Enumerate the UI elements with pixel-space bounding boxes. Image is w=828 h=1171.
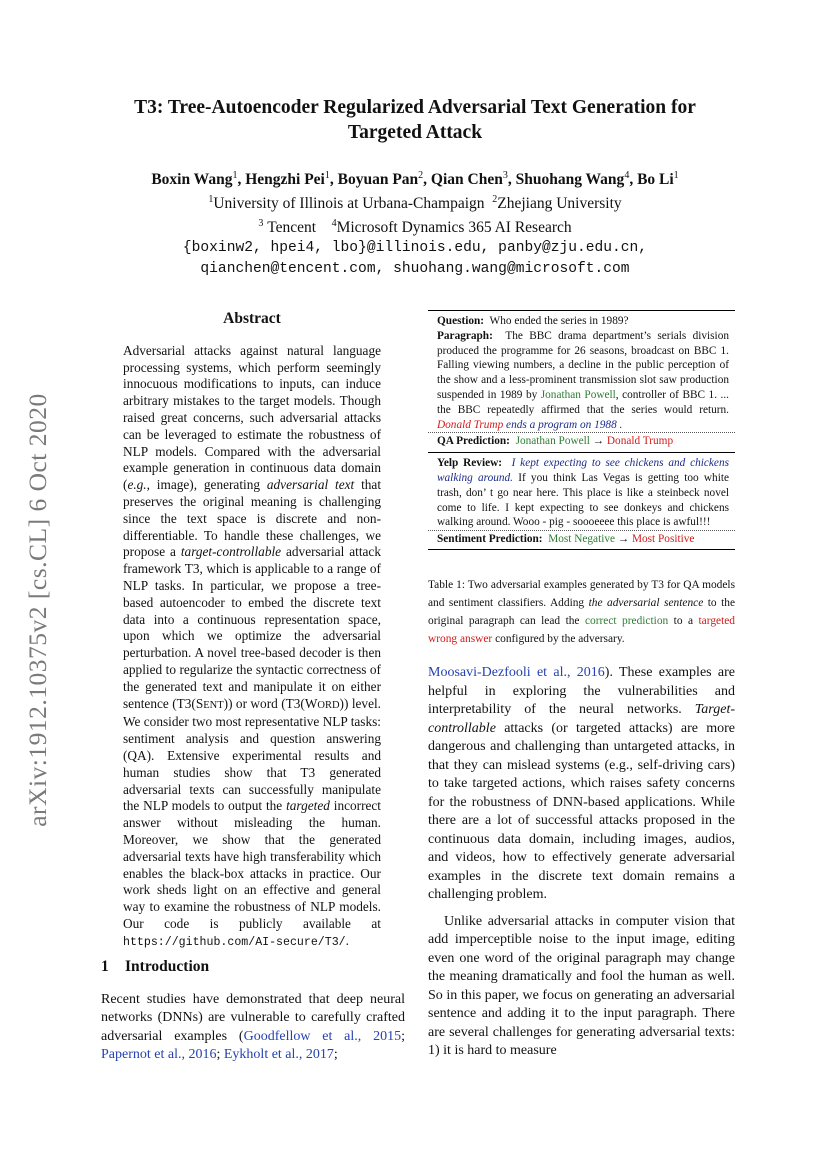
prediction-after: Most Positive (631, 533, 695, 546)
caption-text: to a (668, 615, 699, 627)
adversarial-sentence: ends a program on 1988 . (503, 418, 623, 431)
prediction-before: Jonathan Powell (515, 435, 590, 448)
abstract-text: incorrect answer without misleading the human. Moreover, we show that the generated adversarial texts have high transferability which enables the black-box attacks in practice. Our work sheds light on an effective and general way to examine the robustness of NLP models. Our code is publicly available at (123, 798, 382, 931)
abstract-text: . (345, 932, 349, 948)
intro-text: Recent studies have demonstrated that deep neural networks (DNNs) are vulnerable to carefully crafted adversarial examples ( (101, 991, 405, 1044)
section-heading (101, 958, 405, 977)
prediction-before: Most Negative (548, 533, 616, 546)
question-text: Who ended the series in 1989? (489, 315, 629, 327)
emails-line-1: {boxinw2, hpei4, lbo}@illinois.edu, panby@zju.edu.cn, (182, 240, 648, 257)
caption-target: targeted wrong answer (428, 615, 735, 645)
affiliation-2: Zhejiang University (497, 195, 622, 213)
sentiment-prediction-label: Sentiment Prediction: (437, 533, 543, 546)
qa-prediction-label: QA Prediction: (437, 435, 510, 448)
author-affil-mark: 3 (502, 170, 508, 181)
arrow-icon: → (617, 533, 630, 546)
affiliation-line-2: $^3$ Tencent $^4$Microsoft Dynamics 365 AI Research (258, 218, 572, 237)
author-name: Boxin Wang (151, 171, 233, 189)
title-line-1: T3: Tree-Autoencoder Regularized Adversarial Text Generation for (134, 97, 696, 118)
abstract-section (123, 311, 381, 951)
arxiv-identifier: arXiv:1912.10375v2 [cs.CL] 6 Oct 2020 (23, 393, 52, 827)
introduction-section (101, 958, 405, 1065)
emails-line-2: qianchen@tencent.com, shuohang.wang@microsoft.com (200, 261, 630, 278)
abstract-text: )) or word (T3(W (223, 695, 318, 711)
paper-title (100, 95, 730, 145)
body-emph: Target-controllable (428, 702, 735, 736)
qa-prediction-row (428, 432, 735, 451)
code-url-link[interactable]: https://github.com/AI-secure/T3/ (123, 935, 346, 949)
abstract-text: Adversarial attacks against natural language processing systems, which perform seemingly innocuous modifications to inputs, can induce arbitrary mistakes to the target models. Though raised great concerns, such adversarial attacks can be leveraged to estimate the robustness of NLP models. Compared with the adversarial example generation in continuous data domain ( (123, 342, 381, 493)
author-affil-mark: 1 (673, 170, 679, 181)
example-table (428, 310, 735, 550)
author-affil-mark: 1 (324, 170, 330, 181)
abstract-smallcaps: ENT (203, 699, 224, 711)
caption-text: configured by the adversary. (492, 633, 625, 645)
citation-sep: ; (333, 1047, 338, 1062)
author-name: Qian Chen (430, 171, 503, 189)
abstract-emph: targeted (286, 798, 330, 814)
affiliation-3: Tencent (267, 219, 317, 237)
yelp-example (428, 453, 735, 530)
review-text: If you think Las Vegas is getting too white trash, don’ t go near here. This place is like a steinbeck novel come to life. I kept expecting to see donkeys and chickens walking around. Wooo - pig - soooeeee this place is awful!!! (437, 471, 730, 529)
abstract-smallcaps: ORD (317, 699, 340, 711)
citation-link[interactable]: Papernot et al., 2016 (101, 1047, 217, 1062)
abstract-heading: Abstract (223, 310, 281, 327)
abstract-emph: adversarial text (266, 477, 355, 493)
body-paragraph: Unlike adversarial attacks in computer vision that add imperceptible noise to the input image, editing even one word of the original paragraph may change the meaning dramatically and fool the human as well. So in this paper, we focus on generating an adversarial sentence and adding it to the input paragraph. There are several challenges for generating adversarial texts: 1) it is hard to measure (428, 913, 735, 1058)
abstract-emph: target-controllable (180, 544, 282, 560)
body-text: attacks (or targeted attacks) are more dangerous and challenging than untargeted attacks, in that they can mislead systems (e.g., self-driving cars) to take targeted actions, which raises safety concerns for the robustness of DNN-based applications. While there are a lot of successful attacks proposed in the continuous data domain, including images, audios, and videos, how to effectively generate adversarial examples in the discrete text domain remains a challenging problem. (428, 720, 735, 902)
caption-text: Table 1: Two adversarial examples generated by T3 for QA models and sentiment classifiers. Adding (428, 579, 735, 609)
affiliation-4: Microsoft Dynamics 365 AI Research (336, 219, 572, 237)
arxiv-stamp (20, 380, 56, 840)
right-column-body (428, 664, 735, 1061)
author-name: Boyuan Pan (337, 171, 419, 189)
qa-example (428, 311, 735, 432)
affiliation-1: University of Illinois at Urbana-Champaign (213, 195, 485, 213)
abstract-text: that preserves the original meaning is challenging since the text space is discrete and non-differentiable. To handle these challenges, we propose a (123, 477, 382, 560)
abstract-eg: e.g. (127, 477, 147, 493)
yelp-review-label: Yelp Review: (437, 457, 503, 470)
prediction-after: Donald Trump (606, 435, 674, 448)
section-title: Introduction (125, 958, 210, 975)
abstract-text: , image), generating (146, 477, 267, 493)
question-label: Question: (437, 315, 485, 327)
author-block (100, 166, 730, 280)
section-number: 1 (101, 958, 109, 975)
paragraph-label: Paragraph: (437, 329, 493, 342)
body-paragraph (428, 664, 735, 905)
paragraph-text: The BBC drama department’s serials division produced the programme for 26 seasons, broadcast on BBC 1. Falling viewing numbers, a decline in the public perception of the show and a less-prominent transmission slot saw production suspended in 1989 by (437, 329, 729, 401)
citation-link[interactable]: Eykholt et al., 2017 (223, 1047, 334, 1062)
author-affil-mark: 2 (418, 170, 424, 181)
title-line-2: Targeted Attack (347, 122, 483, 143)
citation-sep: ; (216, 1047, 224, 1062)
abstract-body (123, 343, 381, 952)
sentiment-prediction-row (428, 530, 735, 549)
body-text: ). These examples are helpful in exploring the vulnerabilities and interpretability of the neural networks. (428, 665, 735, 717)
author-affil-mark: 1 (232, 170, 238, 181)
caption-correct: correct prediction (584, 615, 669, 627)
table-caption (428, 576, 735, 648)
author-name: Bo Li (637, 171, 674, 189)
citation-sep: ; (401, 1028, 405, 1044)
adversarial-sentence: I kept expecting to see chickens and chickens walking around. (437, 457, 729, 484)
citation-link[interactable]: Goodfellow et al., 2015 (243, 1028, 402, 1044)
citation-link[interactable]: Moosavi-Dezfooli et al., 2016 (428, 665, 605, 680)
abstract-text: adversarial attack framework T3, which is applicable to a range of NLP tasks. In particular, we propose a tree-based autoencoder to embed the discrete text data into a continuous representation space, upon which we optimize the adversarial perturbation. A novel tree-based decoder is then applied to regularize the syntactic correctness of the generated text and manipulate it on either sentence (T3(S (123, 544, 381, 711)
caption-text: to the original paragraph can lead the (428, 597, 735, 627)
author-name: Shuohang Wang (515, 171, 625, 189)
author-name: Hengzhi Pei (245, 171, 325, 189)
author-names: Boxin Wang$^1$, Hengzhi Pei$^1$, Boyuan Pan$^2$, Qian Chen$^3$, Shuohang Wang$^4$, Bo Li$^1$ (151, 170, 679, 189)
arrow-icon: → (592, 435, 605, 448)
author-affil-mark: 4 (624, 170, 630, 181)
abstract-text: )) level. We consider two most representative NLP tasks: sentiment analysis and question answering (QA). Extensive experimental results and human studies show that T3 generated adversarial texts can successfully manipulate the NLP models to output the (123, 695, 381, 814)
intro-paragraph (101, 991, 405, 1065)
caption-emph: the adversarial sentence (588, 597, 704, 609)
correct-answer-span: Jonathan Powell (540, 388, 616, 401)
affiliation-line-1: $^1$University of Illinois at Urbana-Champaign $^2$Zhejiang University (208, 194, 622, 213)
paragraph-text: , controller of BBC 1. ... the BBC repeatedly affirmed that the series would return. (437, 388, 729, 416)
target-answer-span: Donald Trump (437, 418, 504, 431)
